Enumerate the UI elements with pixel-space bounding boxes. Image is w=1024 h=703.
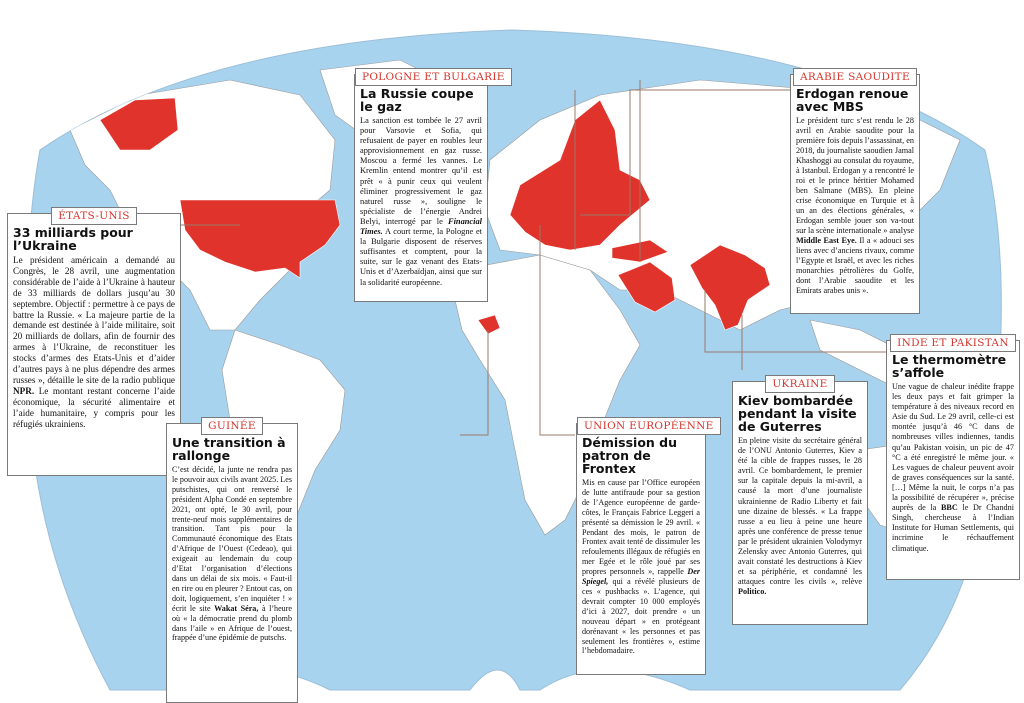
box-etats-unis bbox=[7, 210, 181, 476]
box-pologne-bulgarie bbox=[354, 71, 505, 302]
source-politico: Politico. bbox=[738, 587, 767, 597]
text-ukraine: En pleine visite du secrétaire général de l’ONU Antonio Guterres, Kiev a été la cible de frappes russes, le 28 avril. Ce bombardement, le premier sur la capitale depuis la mi-avril, a causé la mort d’une journaliste ukrainienne de Radio Liberty et fait une dizaine de blessés. « La frappe russe a eu lieu à peine une heure après une conférence de presse tenue par le président ukrainien Volodymyr Zelensky avec Antonio Guterres, qui avait constaté les destructions à Kiev et sa périphérie, et condamné les attaques contre les civils », relève Politico. bbox=[738, 436, 862, 597]
source-der-spiegel: Der Spiegel, bbox=[582, 567, 700, 587]
box-ukraine bbox=[732, 378, 868, 625]
box-union-europeenne bbox=[576, 420, 714, 675]
title-pologne-bulgarie: La Russie coupe le gaz bbox=[360, 86, 474, 114]
text-etats-unis: Le président américain a demandé au Congrès, le 28 avril, une augmentation considérable de l’aide à l’Ukraine à hauteur de 33 milliards de dollars jusqu’au 30 septembre. Objectif : permettre à ce pays de battre la Russie. « La majeure partie de la demande est destinée à l’aide militaire, soit 20 milliards de dollars, afin de fournir des armes à l’Ukraine, de reconstituer les stocks d’armes des Etats-Unis et d’aider d’autres pays à ne plus dépendre des armes russes », détaille le site de la radio publique NPR. Le montant restant concerne l’aide économique, la sécurité alimentaire et l’aide humanitaire, y compris pour les réfugiés ukrainiens. bbox=[13, 255, 176, 429]
title-union-europeenne: Démission du patron de Frontex bbox=[582, 435, 678, 476]
text-arabie-saoudite: Le président turc s’est rendu le 28 avril en Arabie saoudite pour la première fois depuis l’assassinat, en 2018, du journaliste saoudien Jamal Khashoggi au consulat du royaume, à Istanbul. Erdogan y a rencontré le roi et le prince héritier Mohamed ben Salmane (MBS). En pleine crise économique en Turquie et à un an des élections générales, « Erdogan semble jouer son va-tout sur la scène internationale » analyse Middle East Eye. Il a « adouci ses liens avec d’anciens rivaux, comme l’Egypte et Israël, et avec les riches monarchies pétrolières du Golfe, dont l’Arabie saoudite et les Emirats arabes unis ». bbox=[796, 116, 915, 295]
tag-pologne-bulgarie: POLOGNE ET BULGARIE bbox=[355, 68, 512, 86]
text-guinee: C’est décidé, la junte ne rendra pas le pouvoir aux civils avant 2025. Les putschistes, qui ont renversé le président Alpha Condé en septembre 2021, ont opté, le 30 avril, pour trente-neuf mois supplémentaires de transition. Tant pis pour la Communauté économique des Etats d’Afrique de l’Ouest (Cedeao), qui exigeait au lendemain du coup d’Etat l’organisation d’élections dans un délai de six mois. « Faut-il en rire ou en pleurer ? Entout cas, on doit, logiquement, s’en inquiéter ! » écrit le site Wakat Séra, à l’heure où « la démocratie prend du plomb dans l’aile » en Afrique de l’ouest, frappée d’une épidémie de putschs. bbox=[172, 465, 292, 643]
source-bbc: BBC bbox=[940, 503, 958, 513]
title-ukraine: Kiev bombardée pendant la visite de Guterres bbox=[738, 393, 857, 434]
text-pologne-bulgarie: La sanction est tombée le 27 avril pour Varsovie et Sofia, qui refusaient de payer en roubles leur approvisionnement en gaz russe. Moscou a fermé les vannes. Le Kremlin entend montrer qu’il est prêt « à punir ceux qui veulent éliminer progressivement le gaz naturel russe », souligne le spécialiste de l’énergie Andrei Belyi, interrogé par le Financial Times. A court terme, la Pologne et la Bulgarie disposent de réserves suffisantes et comptent, pour la suite, sur le gaz venant des Etats-Unis et d’Azerbaïdjan, ainsi que sur la solidarité européenne. bbox=[360, 116, 482, 287]
tag-guinee: GUINÉE bbox=[201, 417, 263, 435]
tag-arabie-saoudite: ARABIE SAOUDITE bbox=[793, 68, 917, 86]
tag-ukraine: UKRAINE bbox=[765, 375, 834, 393]
text-union-europeenne: Mis en cause par l’Office européen de lutte antifraude pour sa gestion de l’Agence européenne de garde-côtes, le Français Fabrice Leggeri a présenté sa démission le 29 avril. « Pendant des mois, le patron de Frontex avait tenté de dissimuler les refoulements illégaux de réfugiés en mer Egée et le rôle joué par ses propres personnels », rappelle Der Spiegel, qui a révélé plusieurs de ces « pushbacks ». L’agence, qui devrait compter 10 000 employés d’ici à 2027, doit prendre « un nouveau départ » en protégeant dorénavant « les personnes et pas seulement les frontières », estime l’hebdomadaire. bbox=[582, 478, 700, 656]
box-arabie-saoudite bbox=[790, 71, 920, 314]
source-npr: NPR. bbox=[13, 385, 35, 396]
tag-etats-unis: ÉTATS-UNIS bbox=[51, 207, 137, 225]
title-guinee: Une transition à rallonge bbox=[172, 435, 286, 463]
source-wakat-sera: Wakat Séra, bbox=[214, 603, 259, 613]
title-arabie-saoudite: Erdogan renoue avec MBS bbox=[796, 86, 909, 114]
source-financial-times: Financial Times. bbox=[360, 216, 482, 237]
tag-union-europeenne: UNION EUROPÉENNE bbox=[577, 417, 721, 435]
source-middle-east-eye: Middle East Eye. bbox=[796, 236, 857, 245]
box-inde-pakistan bbox=[886, 337, 1020, 580]
title-inde-pakistan: Le thermomètre s’affole bbox=[892, 352, 1007, 380]
box-guinee bbox=[166, 420, 298, 703]
title-etats-unis: 33 milliards pour l’Ukraine bbox=[13, 225, 133, 253]
tag-inde-pakistan: INDE ET PAKISTAN bbox=[890, 334, 1016, 352]
text-inde-pakistan: Une vague de chaleur inédite frappe les deux pays et fait grimper la température à des niveaux record en Asie du Sud. Le 29 avril, celle-ci est montée jusqu’à 46 °C dans de nombreuses villes indiennes, tandis qu’au Pakistan voisin, un pic de 47 °C a été enregistré le même jour. « Les vagues de chaleur peuvent avoir de graves conséquences sur la santé. […] Même la nuit, le corps n’a pas la possibilité de récupérer », précise auprès de la BBC le Dr Chandni Singh, chercheuse à l’Indian Institute for Human Settlements, qui incrimine le réchauffement climatique. bbox=[892, 382, 1014, 553]
